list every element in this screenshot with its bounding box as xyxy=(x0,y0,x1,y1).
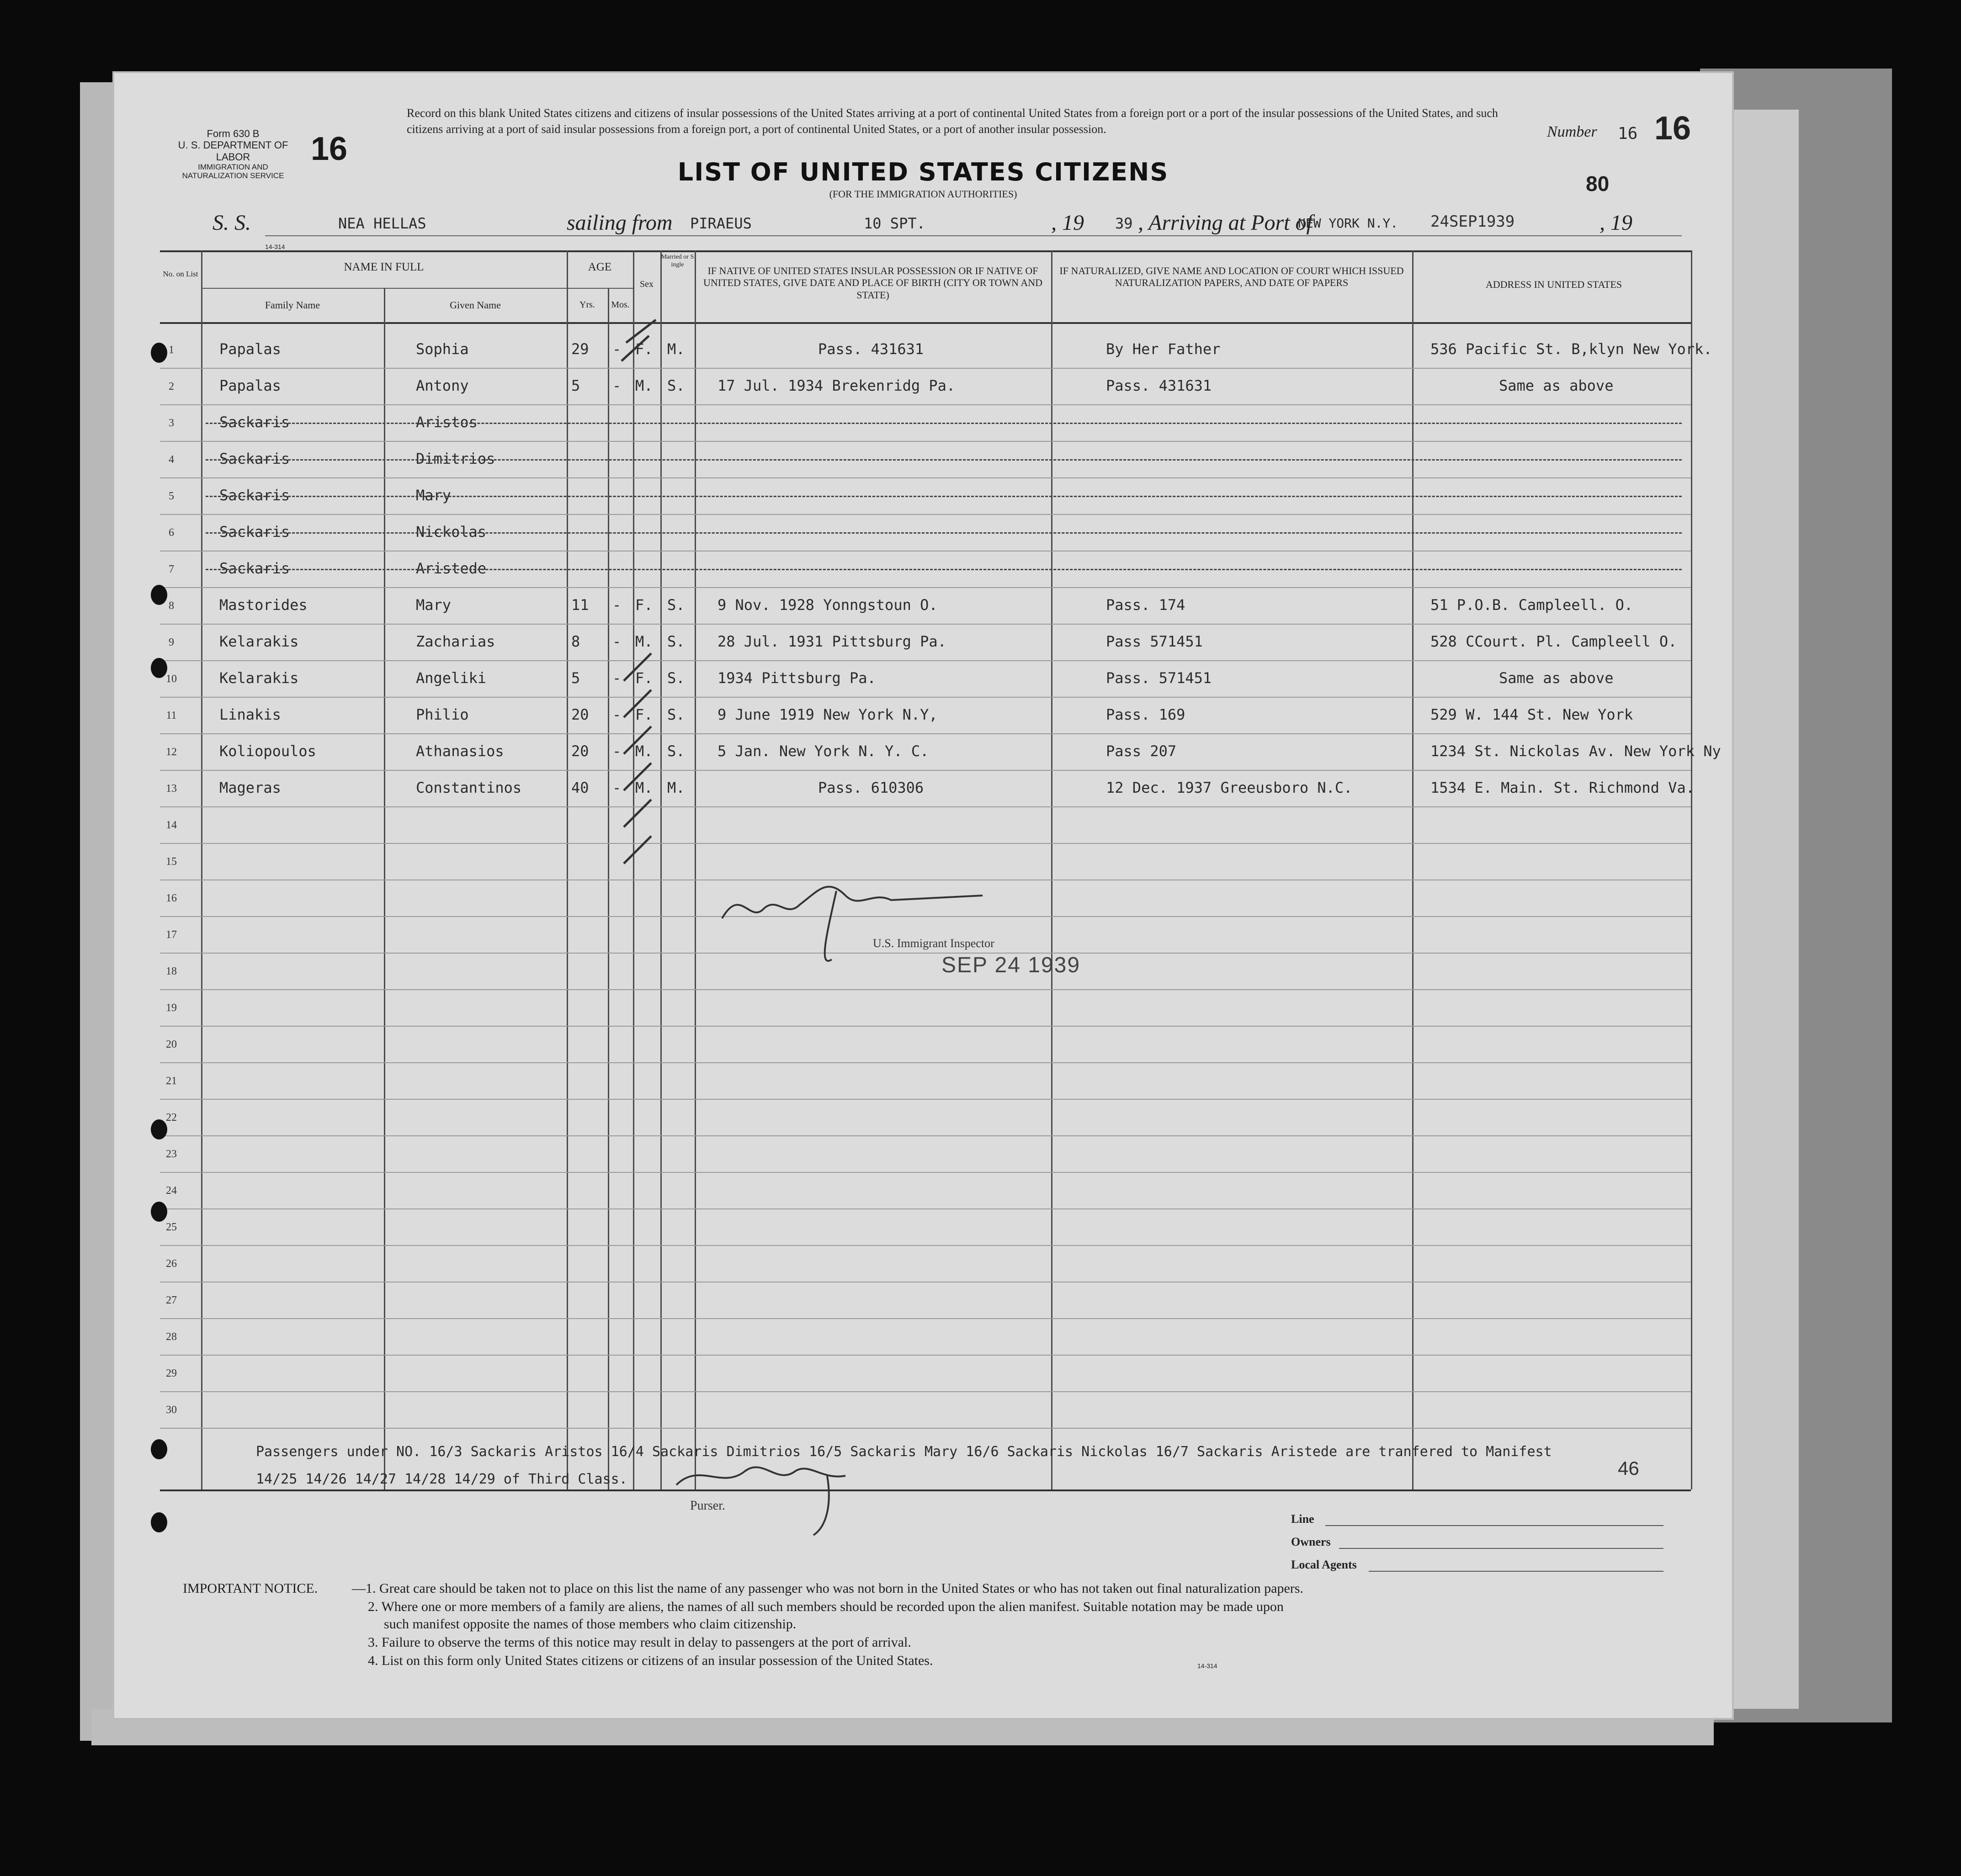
trailing-year: , 19 xyxy=(1600,211,1632,235)
cell-mos: - xyxy=(612,742,622,760)
cell-given: Angeliki xyxy=(416,669,487,687)
owners-rule xyxy=(1339,1548,1663,1549)
tick-mark xyxy=(626,320,656,343)
form-title: LIST OF UNITED STATES CITIZENS xyxy=(677,158,1169,186)
cell-addr: Same as above xyxy=(1499,669,1614,687)
notice-heading: IMPORTANT NOTICE. xyxy=(183,1581,318,1596)
cell-native: Pass. 610306 xyxy=(818,779,924,796)
cell-given: Zacharias xyxy=(416,633,495,650)
col-header-given: Given Name xyxy=(450,299,501,311)
cell-family: Sackaris xyxy=(219,450,290,467)
page-number: 80 xyxy=(1586,172,1610,196)
row-number: 22 xyxy=(166,1112,177,1123)
row-number: 17 xyxy=(166,929,177,941)
cell-native: 9 Nov. 1928 Yonngstoun O. xyxy=(717,596,938,614)
owners-label: Owners xyxy=(1291,1535,1331,1548)
row-number: 30 xyxy=(166,1404,177,1416)
cell-ms: S. xyxy=(667,669,685,687)
row-number: 27 xyxy=(166,1294,177,1306)
cell-family: Sackaris xyxy=(219,523,290,541)
port-name: NEW YORK N.Y. xyxy=(1298,216,1398,231)
cell-nat: Pass 207 xyxy=(1106,742,1177,760)
row-number: 7 xyxy=(169,563,174,575)
col-header-naturalized: IF NATURALIZED, GIVE NAME AND LOCATION OF COURT WHICH ISSUED NATURALIZATION PAPERS, AND DATE OF PAPERS xyxy=(1059,265,1404,289)
form-subtitle: (FOR THE IMMIGRATION AUTHORITIES) xyxy=(829,188,1017,200)
cell-family: Koliopoulos xyxy=(219,742,316,760)
transfer-note-line1: Passengers under NO. 16/3 Sackaris Aristos 16/4 Sackaris Dimitrios 16/5 Sackaris Mary 16/6 Sackaris Nickolas 16/7 Sackaris Aristede are tranfered to Manifest xyxy=(256,1444,1552,1460)
cell-family: Sackaris xyxy=(219,413,290,431)
col-header-address: ADDRESS IN UNITED STATES xyxy=(1485,279,1622,290)
row-number: 19 xyxy=(166,1002,177,1014)
year-value: 39 xyxy=(1115,215,1133,232)
cell-yrs: 20 xyxy=(571,742,589,760)
cell-native: Pass. 431631 xyxy=(818,340,924,358)
cell-given: Mary xyxy=(416,487,452,504)
cell-given: Aristede xyxy=(416,560,487,577)
cell-family: Mageras xyxy=(219,779,281,796)
cell-sex: F. xyxy=(635,669,653,687)
tick-mark xyxy=(624,726,651,754)
cell-yrs: 40 xyxy=(571,779,589,796)
cell-nat: Pass 571451 xyxy=(1106,633,1203,650)
cell-mos: - xyxy=(612,633,622,650)
cell-ms: M. xyxy=(667,779,685,796)
paper-edge-left xyxy=(80,82,117,1741)
cell-native: 17 Jul. 1934 Brekenridg Pa. xyxy=(717,377,956,394)
cell-native: 28 Jul. 1931 Pittsburg Pa. xyxy=(717,633,946,650)
row-number: 4 xyxy=(169,454,174,466)
inspector-date-stamp: SEP 24 1939 xyxy=(941,953,1081,977)
number-handwritten: 16 xyxy=(1654,110,1691,147)
cell-addr: 51 P.O.B. Campleell. O. xyxy=(1430,596,1633,614)
binder-hole xyxy=(151,343,167,363)
cell-ms: M. xyxy=(667,340,685,358)
row-number: 8 xyxy=(169,600,174,612)
cell-family: Kelarakis xyxy=(219,669,299,687)
cell-given: Athanasios xyxy=(416,742,504,760)
cell-addr: 1234 St. Nickolas Av. New York Ny xyxy=(1430,742,1721,760)
col-header-mos: Mos. xyxy=(611,300,630,310)
row-number: 6 xyxy=(169,527,174,539)
cell-ms: S. xyxy=(667,377,685,394)
row-number: 2 xyxy=(169,381,174,392)
cell-ms: S. xyxy=(667,633,685,650)
notice-2: 2. Where one or more members of a family are aliens, the names of all such members should be recorded upon the alien manifest. Suitable notation may be made upon xyxy=(368,1599,1284,1614)
cell-mos: - xyxy=(612,669,622,687)
tick-mark xyxy=(624,800,651,827)
binder-hole xyxy=(151,1512,167,1532)
cell-mos: - xyxy=(612,377,622,394)
row-number: 10 xyxy=(166,673,177,685)
cell-sex: M. xyxy=(635,377,653,394)
sheet-number-left: 16 xyxy=(311,131,348,167)
row-number: 9 xyxy=(169,636,174,648)
cell-family: Linakis xyxy=(219,706,281,723)
cell-sex: M. xyxy=(635,633,653,650)
row-number: 12 xyxy=(166,746,177,758)
number-label: Number xyxy=(1547,123,1597,140)
cell-given: Dimitrios xyxy=(416,450,495,467)
ss-label: S. S. xyxy=(213,211,251,235)
cell-sex: F. xyxy=(635,596,653,614)
cell-sex: M. xyxy=(635,742,653,760)
cell-mos: - xyxy=(612,706,622,723)
inspector-title: U.S. Immigrant Inspector xyxy=(873,937,994,950)
row-number: 1 xyxy=(169,344,174,356)
cell-yrs: 29 xyxy=(571,340,589,358)
col-header-no: No. on List xyxy=(163,270,198,278)
binder-hole xyxy=(151,658,167,678)
row-number: 11 xyxy=(166,710,177,721)
sailing-from: PIRAEUS xyxy=(690,215,752,232)
sailing-label: sailing from xyxy=(567,211,673,235)
cell-given: Philio xyxy=(416,706,469,723)
cell-nat: Pass. 571451 xyxy=(1106,669,1212,687)
transfer-manifest-page: 46 xyxy=(1618,1457,1639,1479)
tick-mark xyxy=(622,336,649,361)
cell-addr: 528 CCourt. Pl. Campleell O. xyxy=(1430,633,1677,650)
printer-code-bottom: 14-314 xyxy=(1197,1662,1217,1669)
col-header-sex: Sex xyxy=(640,279,654,289)
tick-mark xyxy=(624,763,651,790)
row-number: 25 xyxy=(166,1221,177,1233)
cell-yrs: 5 xyxy=(571,669,580,687)
cell-native: 5 Jan. New York N. Y. C. xyxy=(717,742,929,760)
cell-family: Papalas xyxy=(219,377,281,394)
row-number: 26 xyxy=(166,1258,177,1270)
sailing-date: 10 SPT. xyxy=(864,215,925,232)
tick-mark xyxy=(624,653,651,681)
cell-family: Mastorides xyxy=(219,596,308,614)
cell-yrs: 8 xyxy=(571,633,580,650)
line-rule xyxy=(1325,1525,1663,1526)
cell-nat: Pass. 174 xyxy=(1106,596,1185,614)
cell-given: Nickolas xyxy=(416,523,487,541)
notice-3: 3. Failure to observe the terms of this notice may result in delay to passengers at the port of arrival. xyxy=(368,1635,911,1650)
cell-ms: S. xyxy=(667,596,685,614)
cell-mos: - xyxy=(612,779,622,796)
form-service: IMMIGRATION AND NATURALIZATION SERVICE xyxy=(182,162,284,180)
cell-sex: F. xyxy=(635,340,653,358)
row-number: 24 xyxy=(166,1185,177,1197)
cell-native: 1934 Pittsburg Pa. xyxy=(717,669,876,687)
col-header-married: Married or Single xyxy=(661,254,694,268)
binder-hole xyxy=(151,1202,167,1222)
agents-label: Local Agents xyxy=(1291,1558,1357,1571)
cell-family: Sackaris xyxy=(219,487,290,504)
notice-4: 4. List on this form only United States citizens or citizens of an insular possession of the United States. xyxy=(368,1653,933,1668)
cell-ms: S. xyxy=(667,706,685,723)
cell-addr: Same as above xyxy=(1499,377,1614,394)
row-number: 13 xyxy=(166,783,177,795)
form-dept: U. S. DEPARTMENT OF LABOR xyxy=(178,139,288,163)
notice-1: —1. Great care should be taken not to place on this list the name of any passenger who was not born in the United States or who has not taken out final naturalization papers. xyxy=(352,1581,1303,1596)
cell-yrs: 5 xyxy=(571,377,580,394)
cell-mos: - xyxy=(612,596,622,614)
cell-nat: Pass. 169 xyxy=(1106,706,1185,723)
form-intro: Record on this blank United States citizens and citizens of insular possessions of the United States arriving at a port of continental United States from a foreign port or a port of the insular possessions of the United States, and such citizens arriving at a port of said insular possessions from a foreign port, a port of continental United States, or a port of another insular possession. xyxy=(407,106,1498,136)
cell-given: Antony xyxy=(416,377,469,394)
cell-given: Mary xyxy=(416,596,452,614)
cell-addr: 1534 E. Main. St. Richmond Va. xyxy=(1430,779,1695,796)
row-number: 5 xyxy=(169,490,174,502)
cell-yrs: 11 xyxy=(571,596,589,614)
printer-code-top: 14-314 xyxy=(265,243,285,250)
cell-native: 9 June 1919 New York N.Y, xyxy=(717,706,938,723)
arriving-label: , Arriving at Port of xyxy=(1138,211,1313,235)
year-label: , 19 xyxy=(1051,211,1084,235)
cell-ms: S. xyxy=(667,742,685,760)
row-number: 3 xyxy=(169,417,174,429)
agents-rule xyxy=(1369,1571,1663,1572)
manifest-sheet xyxy=(114,73,1732,1718)
row-number: 18 xyxy=(166,965,177,977)
binder-hole xyxy=(151,585,167,605)
col-header-native: IF NATIVE OF UNITED STATES INSULAR POSSESSION OR IF NATIVE OF UNITED STATES, GIVE DATE AND PLACE OF BIRTH (CITY OR TOWN AND STATE) xyxy=(703,265,1043,301)
row-number: 14 xyxy=(166,819,177,831)
cell-family: Papalas xyxy=(219,340,281,358)
transfer-note-line2: 14/25 14/26 14/27 14/28 14/29 of Third Class. xyxy=(256,1471,627,1487)
binder-hole xyxy=(151,1439,167,1459)
col-header-name: NAME IN FULL xyxy=(344,261,424,273)
notice-2-cont: such manifest opposite the names of those members who claim citizenship. xyxy=(384,1616,797,1632)
cell-sex: F. xyxy=(635,706,653,723)
cell-yrs: 20 xyxy=(571,706,589,723)
cell-addr: 529 W. 144 St. New York xyxy=(1430,706,1633,723)
cell-nat: By Her Father xyxy=(1106,340,1221,358)
row-number: 23 xyxy=(166,1148,177,1160)
cell-nat: Pass. 431631 xyxy=(1106,377,1212,394)
row-number: 28 xyxy=(166,1331,177,1343)
cell-given: Aristos xyxy=(416,413,478,431)
cell-nat: 12 Dec. 1937 Greeusboro N.C. xyxy=(1106,779,1353,796)
row-number: 29 xyxy=(166,1367,177,1379)
line-label: Line xyxy=(1291,1512,1314,1526)
tick-mark xyxy=(624,836,651,864)
cell-family: Sackaris xyxy=(219,560,290,577)
cell-given: Sophia xyxy=(416,340,469,358)
col-header-family: Family Name xyxy=(265,299,320,311)
tick-marks xyxy=(622,320,656,864)
cell-family: Kelarakis xyxy=(219,633,299,650)
col-header-age: AGE xyxy=(588,261,612,273)
arrival-date-stamp: 24SEP1939 xyxy=(1430,212,1515,231)
number-printed: 16 xyxy=(1618,124,1638,143)
ship-name: NEA HELLAS xyxy=(338,215,426,232)
cell-given: Constantinos xyxy=(416,779,522,796)
cell-mos: - xyxy=(612,340,622,358)
tick-mark xyxy=(624,690,651,717)
binder-hole xyxy=(151,1119,167,1139)
form-number: Form 630 B xyxy=(207,128,260,139)
purser-label: Purser. xyxy=(690,1499,725,1513)
row-number: 15 xyxy=(166,856,177,868)
row-number: 21 xyxy=(166,1075,177,1087)
col-header-yrs: Yrs. xyxy=(579,300,595,310)
cell-addr: 536 Pacific St. B,klyn New York. xyxy=(1430,340,1712,358)
row-number: 16 xyxy=(166,892,177,904)
row-number: 20 xyxy=(166,1039,177,1050)
cell-sex: M. xyxy=(635,779,653,796)
